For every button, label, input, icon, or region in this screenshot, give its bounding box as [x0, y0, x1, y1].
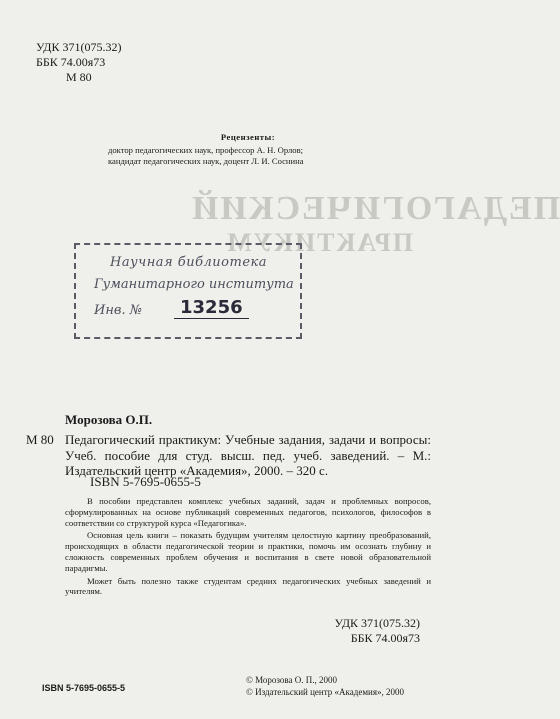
- stamp-line-1: Научная библиотека: [110, 255, 268, 270]
- copyright-publisher: © Издательский центр «Академия», 2000: [246, 686, 404, 697]
- udk-code: УДК 371(075.32): [36, 40, 122, 54]
- author-name: Морозова О.П.: [65, 412, 153, 427]
- bbk-code: ББК 74.00я73: [36, 55, 106, 69]
- udk-top: [36, 40, 121, 85]
- bbk-code-bottom: ББК 74.00я73: [350, 631, 420, 645]
- copyright-author: © Морозова О. П., 2000: [246, 675, 337, 685]
- annotation-paragraph: Основная цель книги – показать будущим учителям целостную картину преобразований, происходящих в области педагогической теории и практики, помочь им осознать глубину и сложность современных проблем обучения и воспитания в свете новой образовательной парадигмы.: [65, 530, 431, 573]
- udk-bottom: [335, 616, 420, 646]
- author-mark: М 80: [66, 70, 92, 84]
- book-isbn: ISBN 5-7695-0655-5: [90, 474, 201, 489]
- stamp-line-2: Гуманитарного института: [94, 277, 294, 292]
- stamp-inventory-label: Инв. №: [94, 303, 143, 318]
- book-code: М 80: [26, 432, 54, 447]
- reviewers-block: [108, 132, 388, 167]
- reviewer-1: доктор педагогических наук, профессор А. Н. Орлов;: [108, 145, 304, 155]
- reviewers-heading: Рецензенты:: [220, 132, 276, 142]
- copyright-block: [246, 675, 404, 698]
- library-stamp: [74, 243, 302, 339]
- stamp-inventory: [94, 297, 243, 318]
- udk-code-bottom: УДК 371(075.32): [334, 616, 420, 630]
- annotation: [65, 496, 431, 599]
- isbn-bottom: ISBN 5-7695-0655-5: [42, 683, 126, 693]
- reviewer-2: кандидат педагогических наук, доцент Л. И. Соснина: [108, 156, 304, 166]
- show-through-text: ПРАКТИКУМ: [225, 228, 413, 257]
- book-description: Педагогический практикум: Учебные задания, задачи и вопросы: Учеб. пособие для студ. высш. пед. учеб. заведений. – М.: Издательский центр «Академия», 2000. – 320 с.: [65, 432, 431, 478]
- stamp-inventory-number: 13256: [174, 297, 249, 319]
- annotation-paragraph: В пособии представлен комплекс учебных заданий, задач и проблемных вопросов, сформулированных на основе публикаций современных педагогов, психологов, философов в соответствии со структурой курса «Педагогика».: [65, 496, 431, 528]
- annotation-paragraph: Может быть полезно также студентам средних педагогических учебных заведений и учителям.: [65, 575, 431, 597]
- show-through-text: ПЕДАГОГИЧЕСКИЙ: [190, 190, 560, 227]
